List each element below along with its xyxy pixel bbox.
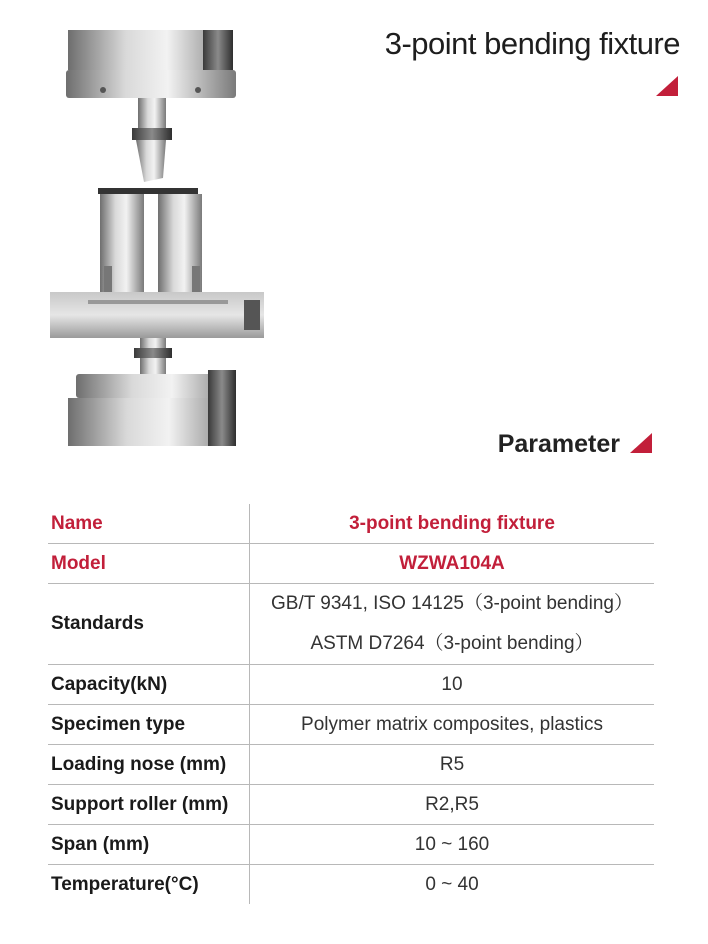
spec-value: Polymer matrix composites, plastics [250,705,655,745]
spec-label: Capacity(kN) [48,665,250,705]
spec-table [48,504,654,904]
spec-value: 3-point bending fixture [250,504,655,544]
table-row [48,544,654,584]
spec-label: Standards [48,584,250,665]
parameter-heading: Parameter [497,430,620,458]
table-row [48,825,654,865]
table-row [48,584,654,665]
table-row [48,705,654,745]
standard-line: ASTM D7264（3-point bending） [310,633,594,654]
spec-value: 10 ~ 160 [250,825,655,865]
table-row [48,785,654,825]
spec-value: 0 ~ 40 [250,865,655,905]
table-row [48,865,654,905]
table-row [48,665,654,705]
spec-value [250,584,655,665]
accent-triangle-icon [630,433,652,453]
spec-value: WZWA104A [250,544,655,584]
spec-label: Specimen type [48,705,250,745]
table-row [48,745,654,785]
spec-label: Support roller (mm) [48,785,250,825]
table-row [48,504,654,544]
spec-label: Span (mm) [48,825,250,865]
spec-value: R2,R5 [250,785,655,825]
standard-line: GB/T 9341, ISO 14125（3-point bending） [271,593,633,614]
fixture-photo [48,30,268,446]
spec-label: Name [48,504,250,544]
spec-value: 10 [250,665,655,705]
spec-value: R5 [250,745,655,785]
spec-label: Temperature(°C) [51,873,199,895]
accent-triangle-icon [656,76,678,96]
spec-label: Loading nose (mm) [48,745,250,785]
page-title: 3-point bending fixture [384,26,680,61]
spec-label: Model [48,544,250,584]
